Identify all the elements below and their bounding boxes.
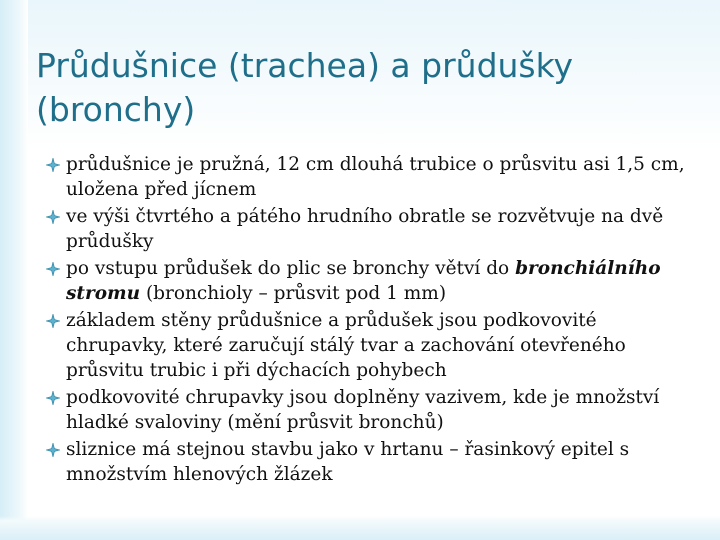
four-point-star-icon — [46, 385, 64, 410]
list-item — [46, 437, 696, 487]
four-point-star-icon — [46, 204, 64, 229]
four-point-star-icon — [46, 437, 64, 462]
bullet-text: ve výši čtvrtého a pátého hrudního obratle se rozvětvuje na dvě průdušky — [66, 206, 664, 252]
bullet-text-before: po vstupu průdušek do plic se bronchy větví do — [66, 258, 516, 279]
bullet-text: základem stěny průdušnice a průdušek jsou podkovovité chrupavky, které zaručují stálý tvar a zachování otevřeného průsvitu trubic i při dýchacích pohybech — [66, 310, 626, 381]
list-item — [46, 256, 696, 306]
four-point-star-icon — [46, 152, 64, 177]
bullet-text: sliznice má stejnou stavbu jako v hrtanu – řasinkový epitel s množstvím hlenových žlázek — [66, 439, 630, 485]
list-item — [46, 385, 696, 435]
bullet-list — [46, 152, 696, 489]
bullet-text-after: (bronchioly – průsvit pod 1 mm) — [140, 283, 447, 304]
list-item — [46, 204, 696, 254]
four-point-star-icon — [46, 308, 64, 333]
bottom-decorative-band — [0, 516, 720, 540]
emphasized-term: bronchiálního stromu — [66, 258, 661, 304]
list-item — [46, 308, 696, 383]
bullet-text: podkovovité chrupavky jsou doplněny vazivem, kde je množství hladké svaloviny (mění průsvit bronchů) — [66, 387, 660, 433]
bullet-text: průdušnice je pružná, 12 cm dlouhá trubice o průsvitu asi 1,5 cm, uložena před jícnem — [66, 154, 685, 200]
slide-title: Průdušnice (trachea) a průdušky (bronchy) — [36, 46, 574, 129]
list-item — [46, 152, 696, 202]
left-decorative-band — [0, 0, 28, 540]
four-point-star-icon — [46, 256, 64, 281]
